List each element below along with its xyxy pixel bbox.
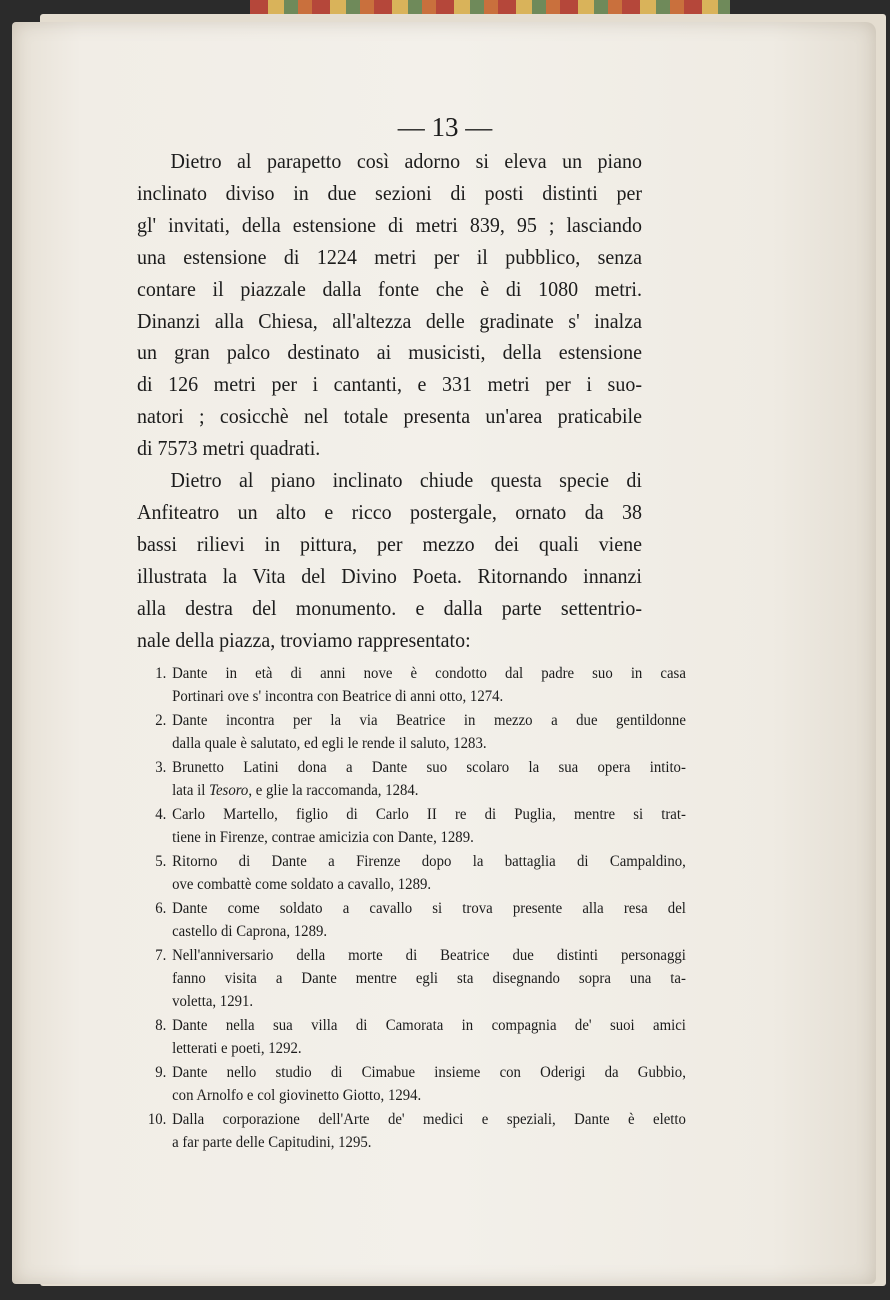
page-number: — 13 — bbox=[397, 112, 493, 142]
item-line: Dante nello studio di Cimabue insieme con Oderigi da Gubbio, bbox=[172, 1064, 686, 1082]
text-line: un gran palco destinato ai musicisti, della estensione bbox=[137, 340, 642, 365]
text-line: gl' invitati, della estensione di metri 839, 95 ; lasciando bbox=[137, 212, 642, 237]
text-line: bassi rilievi in pittura, per mezzo dei quali viene bbox=[137, 531, 642, 556]
text-line: Dietro al piano inclinato chiude questa specie di bbox=[170, 468, 642, 493]
item-line-start: lata il bbox=[172, 782, 210, 800]
item-number: 6. bbox=[155, 900, 167, 917]
list-item bbox=[132, 1061, 686, 1107]
text-line: di 7573 metri quadrati. bbox=[137, 436, 321, 461]
item-number: 2. bbox=[155, 712, 167, 729]
list-item bbox=[132, 1014, 686, 1060]
list-item bbox=[132, 897, 686, 943]
item-line: Dalla corporazione dell'Arte de' medici e speziali, Dante è eletto bbox=[172, 1111, 686, 1129]
text-line: inclinato diviso in due sezioni di posti distinti per bbox=[137, 180, 642, 205]
item-number: 10. bbox=[147, 1111, 167, 1129]
list-item bbox=[132, 1108, 686, 1154]
list-item bbox=[132, 662, 686, 708]
item-line: dalla quale è salutato, ed egli le rende il saluto, 1283. bbox=[172, 735, 487, 753]
item-number: 5. bbox=[155, 853, 167, 870]
item-line: Dante in età di anni nove è condotto dal padre suo in casa bbox=[172, 665, 686, 682]
item-line: tiene in Firenze, contrae amicizia con Dante, 1289. bbox=[172, 829, 474, 847]
text-line: Dinanzi alla Chiesa, all'altezza delle gradinate s' inalza bbox=[137, 308, 642, 333]
text-line: contare il piazzale dalla fonte che è di 1080 metri. bbox=[137, 276, 642, 301]
item-number: 3. bbox=[155, 759, 167, 776]
fresco-list bbox=[132, 662, 686, 1155]
list-item bbox=[132, 944, 686, 1014]
item-line: Nell'anniversario della morte di Beatrice due distinti personaggi bbox=[172, 947, 686, 964]
text-line: Anfiteatro un alto e ricco postergale, ornato da 38 bbox=[137, 499, 642, 524]
item-line: castello di Caprona, 1289. bbox=[172, 923, 328, 941]
item-line: voletta, 1291. bbox=[172, 993, 254, 1011]
item-line: letterati e poeti, 1292. bbox=[172, 1040, 302, 1058]
paragraph-1 bbox=[137, 146, 642, 465]
item-line: Brunetto Latini dona a Dante suo scolaro la sua opera intito- bbox=[172, 759, 686, 776]
text-line: alla destra del monumento. e dalla parte settentrio- bbox=[137, 595, 642, 620]
item-line: ove combattè come soldato a cavallo, 1289. bbox=[172, 876, 432, 894]
list-item bbox=[132, 756, 686, 802]
list-item bbox=[132, 803, 686, 849]
list-item bbox=[132, 850, 686, 896]
item-line: Ritorno di Dante a Firenze dopo la battaglia di Campaldino, bbox=[172, 853, 686, 870]
text-line: natori ; cosicchè nel totale presenta un'area praticabile bbox=[137, 404, 642, 429]
text-line: di 126 metri per i cantanti, e 331 metri per i suo- bbox=[137, 372, 642, 397]
item-line-end: , e glie la raccomanda, 1284. bbox=[248, 782, 419, 800]
item-number: 4. bbox=[155, 806, 167, 823]
text-line: una estensione di 1224 metri per il pubblico, senza bbox=[137, 244, 642, 269]
text-line: nale della piazza, troviamo rappresentato: bbox=[137, 627, 471, 652]
item-line: Dante incontra per la via Beatrice in mezzo a due gentildonne bbox=[172, 712, 686, 729]
list-item bbox=[132, 709, 686, 755]
item-line: Dante nella sua villa di Camorata in compagnia de' suoi amici bbox=[172, 1017, 686, 1035]
text-line: Dietro al parapetto così adorno si eleva un piano bbox=[170, 149, 642, 173]
item-line: Carlo Martello, figlio di Carlo II re di Puglia, mentre si trat- bbox=[172, 806, 686, 823]
item-line: Dante come soldato a cavallo si trova presente alla resa del bbox=[172, 900, 686, 917]
item-number: 7. bbox=[155, 947, 167, 964]
item-number: 8. bbox=[155, 1017, 167, 1035]
book-title: Tesoro bbox=[209, 782, 249, 800]
body-text bbox=[137, 146, 642, 657]
item-line: con Arnolfo e col giovinetto Giotto, 1294. bbox=[172, 1087, 422, 1105]
item-line: fanno visita a Dante mentre egli sta disegnando sopra una ta- bbox=[172, 970, 686, 988]
item-number: 9. bbox=[155, 1064, 167, 1082]
item-line: Portinari ove s' incontra con Beatrice di anni otto, 1274. bbox=[172, 688, 504, 706]
paragraph-2 bbox=[137, 465, 642, 656]
text-line: illustrata la Vita del Divino Poeta. Ritornando innanzi bbox=[137, 563, 642, 588]
item-number: 1. bbox=[155, 665, 167, 682]
item-line: a far parte delle Capitudini, 1295. bbox=[172, 1134, 372, 1152]
item-line bbox=[172, 779, 686, 802]
